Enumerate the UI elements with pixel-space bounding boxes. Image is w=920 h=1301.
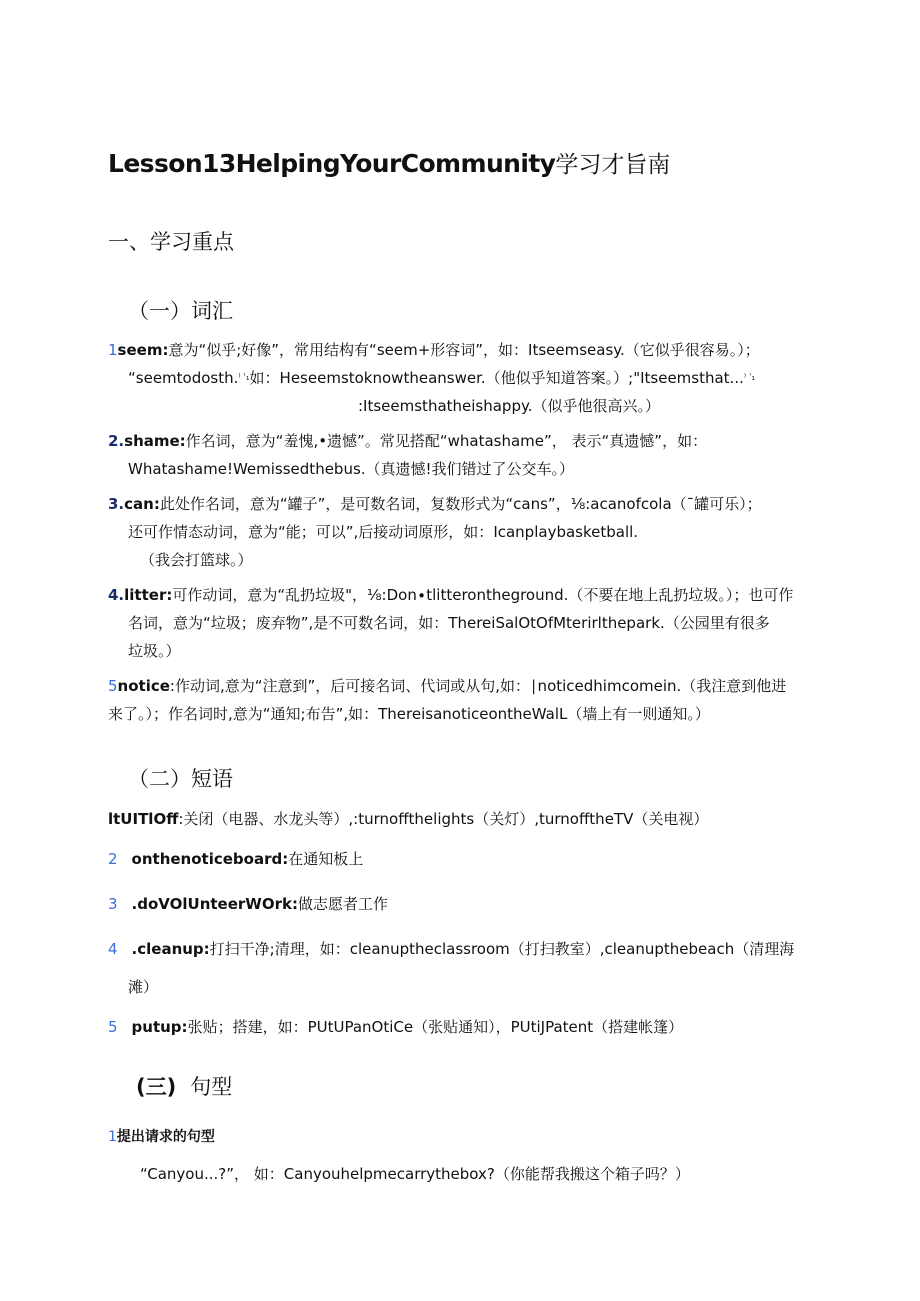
vocab-word: litter: (124, 586, 173, 604)
subheading-vocabulary: （一）词汇 (128, 299, 233, 323)
pattern-title: 提出请求的句型 (116, 1129, 215, 1145)
vocab-can-line2: 还可作情态动词，意为“能；可以”,后接动词原形，如：Icanplaybasketball. (128, 523, 639, 541)
item-number: 4 (108, 940, 118, 958)
item-number: 3. (108, 495, 125, 513)
phrase-word: .cleanup: (131, 940, 210, 958)
vocab-text: “seemtodosth. (128, 369, 239, 387)
section-title: 句型 (190, 1075, 233, 1099)
vocab-text: 作名词，意为“羞愧,•遗憾”。常见搭配“whatashame”， 表示“真遗憾”，如： (185, 432, 708, 450)
vocab-notice-line2: 来了。）；作名词时,意为“通知;布告”,如：ThereisanoticeontheWalL（墙上有一则通知。） (108, 705, 710, 723)
document-title (108, 146, 670, 179)
phrase-volunteer-work (108, 893, 388, 915)
vocab-seem-line2 (128, 367, 755, 389)
pattern-request-heading (108, 1126, 215, 1148)
item-number: 5 (108, 677, 118, 695)
vocab-word: seem: (117, 341, 169, 359)
vocab-word: notice (117, 677, 170, 695)
phrase-turn-off (108, 808, 708, 830)
item-number: 2 (108, 850, 118, 868)
footnote-mark: ⁾ ˈ₁ (743, 373, 756, 383)
phrase-clean-up (108, 938, 794, 960)
item-number: 1 (108, 341, 118, 359)
vocab-text: 意为“似乎;好像”，常用结构有“seem+形容词”，如：Itseemseasy.（它似乎很容易。）； (168, 341, 760, 359)
phrase-word: ltUITlOff (108, 810, 179, 828)
vocab-word: can: (124, 495, 160, 513)
title-chinese: 学习才旨南 (555, 152, 671, 178)
pattern-request-example: “Canyou...?”， 如：Canyouhelpmecarrythebox?（你能帮我搬这个箱子吗？） (140, 1165, 690, 1183)
section-heading-key-points: 一、学习重点 (108, 230, 234, 254)
phrase-text: 在通知板上 (288, 850, 364, 868)
vocab-text: 如：Heseemstoknowtheanswer.（他似乎知道答案。）;"Itseemsthat... (249, 369, 744, 387)
subheading-sentence-patterns (136, 1071, 232, 1101)
item-number: 3 (108, 895, 118, 913)
vocab-text: 可作动词，意为“乱扔垃圾"，⅛:Don∙tlitterontheground.（不要在地上乱扔垃圾。）；也可作 (172, 586, 794, 604)
phrase-text: 打扫干净;清理，如：cleanuptheclassroom（打扫教室）,cleanupthebeach（清理海 (209, 940, 795, 958)
footnote-mark: ⁾ ˈ₁ (238, 373, 250, 383)
vocab-litter-line3: 垃圾。） (128, 642, 181, 660)
vocab-litter-line2: 名词，意为“垃圾；废弃物”,是不可数名词，如：ThereiSalOtOfMterirlthepark.（公园里有很多 (128, 614, 770, 632)
vocab-notice-line1 (108, 675, 786, 697)
title-english: Lesson13HelpingYourCommunity (108, 149, 556, 178)
phrase-put-up (108, 1016, 683, 1038)
phrase-text: 张贴；搭建，如：PUtUPanOtiCe（张贴通知），PUtiJPatent（搭建帐篷） (187, 1018, 684, 1036)
section-mark: (三) (136, 1075, 177, 1099)
vocab-seem-line1 (108, 339, 760, 361)
vocab-text: :作动词,意为“注意到”，后可接名词、代词或从句,如：∣noticedhimcomein.（我注意到他进 (169, 677, 787, 695)
item-number: 5 (108, 1018, 118, 1036)
phrase-notice-board (108, 848, 363, 870)
phrase-text: 做志愿者工作 (297, 895, 388, 913)
phrase-text: :关闭（电器、水龙头等）,:turnoffthelights（关灯）,turnofftheTV（关电视） (178, 810, 709, 828)
item-number: 4. (108, 586, 125, 604)
item-number: 1 (108, 1129, 117, 1145)
vocab-shame-line1 (108, 430, 707, 452)
vocab-can-line1 (108, 493, 762, 515)
vocab-seem-line3: :Itseemsthatheishappy.（似乎他很高兴。） (358, 397, 660, 415)
vocab-shame-line2: Whatashame!Wemissedthebus.（真遗憾!我们错过了公交车。） (128, 460, 575, 478)
item-number: 2. (108, 432, 125, 450)
phrase-word: .doVOlUnteerWOrk: (131, 895, 298, 913)
phrase-clean-up-line2: 滩） (128, 978, 159, 996)
phrase-word: onthenoticeboard: (131, 850, 289, 868)
vocab-litter-line1 (108, 584, 793, 606)
subheading-phrases: （二）短语 (128, 767, 233, 791)
phrase-word: putup: (131, 1018, 188, 1036)
vocab-word: shame: (124, 432, 186, 450)
vocab-can-line3: （我会打篮球。） (140, 551, 253, 569)
vocab-text: 此处作名词，意为“罐子”，是可数名词，复数形式为“cans”，⅛:acanofcola（¯罐可乐）； (159, 495, 762, 513)
